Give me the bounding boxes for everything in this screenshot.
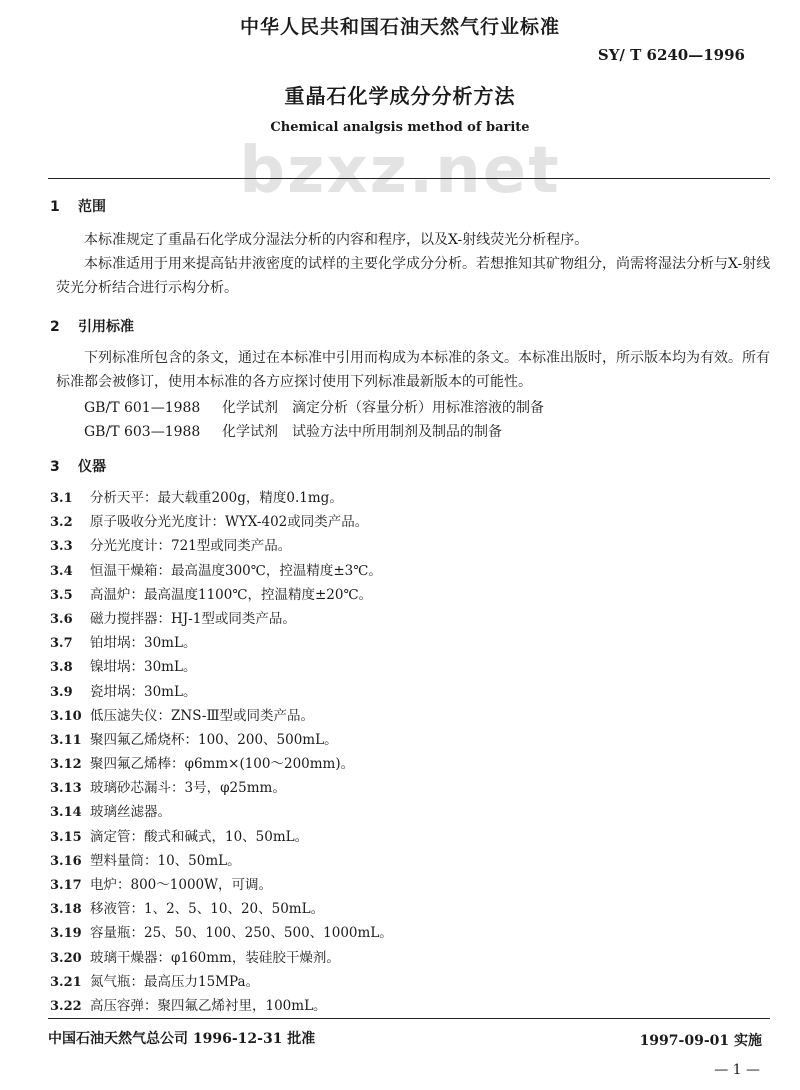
item-text: 电炉：800～1000W，可调。 bbox=[90, 877, 272, 893]
section-heading bbox=[50, 456, 106, 476]
list-item bbox=[50, 486, 393, 510]
list-item bbox=[50, 559, 393, 583]
list-item bbox=[50, 752, 393, 776]
item-number: 3.6 bbox=[50, 611, 73, 627]
list-item bbox=[50, 728, 393, 752]
header-rule bbox=[48, 178, 770, 179]
item-number: 3.22 bbox=[50, 998, 82, 1014]
list-item bbox=[50, 970, 393, 994]
section-heading bbox=[50, 196, 106, 216]
item-number: 3.10 bbox=[50, 708, 82, 724]
watermark: bzxz.net bbox=[239, 134, 561, 208]
item-text: 瓷坩埚：30mL。 bbox=[90, 683, 197, 700]
item-number: 3.1 bbox=[50, 491, 73, 506]
item-number: 3.12 bbox=[50, 757, 82, 773]
section-number: 3 bbox=[50, 459, 60, 475]
item-text: 聚四氟乙烯烧杯：100、200、500mL。 bbox=[90, 731, 338, 748]
item-text: 高压容弹：聚四氟乙烯衬里，100mL。 bbox=[90, 997, 327, 1014]
item-text: 玻璃干燥器：φ160mm，装硅胶干燥剂。 bbox=[90, 949, 340, 966]
reference-title: 化学试剂 试验方法中所用制剂及制品的制备 bbox=[222, 424, 502, 440]
item-text: 玻璃砂芯漏斗：3号，φ25mm。 bbox=[90, 780, 286, 797]
item-text: 恒温干燥箱：最高温度300℃，控温精度±3℃。 bbox=[90, 562, 382, 579]
document-title-english: Chemical analgsis method of barite bbox=[270, 120, 530, 135]
item-text: 镍坩埚：30mL。 bbox=[90, 659, 197, 676]
paragraph: 本标准适用于用来提高钻井液密度的试样的主要化学成分分析。若想推知其矿物组分，尚需将湿法分析与X-射线荧光分析结合进行示构分析。 bbox=[56, 256, 771, 296]
footer-rule bbox=[48, 1018, 770, 1019]
list-item bbox=[50, 946, 393, 970]
reference-code: GB/T 601—1988 bbox=[84, 400, 201, 416]
section-title: 引用标准 bbox=[78, 319, 134, 335]
list-item bbox=[50, 897, 393, 921]
item-number: 3.8 bbox=[50, 660, 73, 676]
issuing-organization: 中华人民共和国石油天然气行业标准 bbox=[239, 16, 560, 38]
list-item bbox=[50, 534, 393, 558]
section-number: 2 bbox=[50, 319, 60, 335]
instrument-list bbox=[50, 486, 393, 1018]
section-title: 范围 bbox=[78, 199, 106, 215]
item-number: 3.18 bbox=[50, 902, 82, 918]
item-text: 原子吸收分光光度计：WYX-402或同类产品。 bbox=[90, 514, 369, 531]
item-number: 3.20 bbox=[50, 950, 82, 966]
item-number: 3.13 bbox=[50, 781, 82, 797]
item-number: 3.21 bbox=[50, 974, 82, 990]
implementation-date: 1997-09-01 实施 bbox=[639, 1033, 762, 1049]
approval-line: 中国石油天然气总公司 1996-12-31 批准 bbox=[48, 1031, 316, 1047]
item-text: 磁力搅拌器：HJ-1型或同类产品。 bbox=[90, 610, 296, 627]
reference-entry bbox=[84, 421, 502, 441]
item-text: 氮气瓶：最高压力15MPa。 bbox=[90, 973, 260, 990]
item-text: 低压滤失仪：ZNS-Ⅲ型或同类产品。 bbox=[90, 707, 315, 724]
paragraph: 本标准规定了重晶石化学成分湿法分析的内容和程序，以及X-射线荧光分析程序。 bbox=[84, 232, 589, 248]
item-number: 3.5 bbox=[50, 587, 73, 603]
list-item bbox=[50, 776, 393, 800]
reference-code: GB/T 603—1988 bbox=[84, 424, 201, 440]
reference-entry bbox=[84, 397, 544, 417]
list-item bbox=[50, 849, 393, 873]
item-number: 3.9 bbox=[50, 684, 73, 700]
item-number: 3.4 bbox=[50, 563, 73, 579]
item-text: 分析天平：最大载重200g，精度0.1mg。 bbox=[90, 490, 343, 506]
item-text: 聚四氟乙烯棒：φ6mm×(100～200mm)。 bbox=[90, 756, 355, 773]
list-item bbox=[50, 510, 393, 534]
section-title: 仪器 bbox=[78, 459, 106, 475]
section-heading bbox=[50, 316, 134, 336]
list-item bbox=[50, 921, 393, 945]
item-number: 3.7 bbox=[50, 636, 73, 652]
list-item bbox=[50, 825, 393, 849]
item-text: 滴定管：酸式和碱式，10、50mL。 bbox=[90, 828, 309, 845]
item-number: 3.15 bbox=[50, 829, 82, 845]
item-number: 3.17 bbox=[50, 878, 82, 893]
page-number: — 1 — bbox=[714, 1062, 760, 1078]
standard-number: SY/ T 6240—1996 bbox=[597, 46, 745, 64]
item-number: 3.19 bbox=[50, 926, 82, 942]
item-number: 3.2 bbox=[50, 515, 73, 531]
list-item bbox=[50, 994, 393, 1018]
item-number: 3.16 bbox=[50, 853, 82, 869]
item-text: 铂坩埚：30mL。 bbox=[90, 635, 197, 652]
item-number: 3.14 bbox=[50, 805, 82, 821]
list-item bbox=[50, 607, 393, 631]
item-text: 分光光度计：721型或同类产品。 bbox=[90, 538, 292, 555]
list-item bbox=[50, 873, 393, 897]
list-item bbox=[50, 631, 393, 655]
reference-title: 化学试剂 滴定分析（容量分析）用标准溶液的制备 bbox=[222, 400, 544, 416]
section-number: 1 bbox=[50, 199, 60, 215]
list-item bbox=[50, 680, 393, 704]
list-item bbox=[50, 704, 393, 728]
document-title: 重晶石化学成分分析方法 bbox=[284, 84, 516, 108]
list-item bbox=[50, 800, 393, 824]
item-text: 移液管：1、2、5、10、20、50mL。 bbox=[90, 901, 325, 918]
item-text: 容量瓶：25、50、100、250、500、1000mL。 bbox=[90, 925, 393, 942]
item-number: 3.3 bbox=[50, 539, 73, 555]
item-text: 高温炉：最高温度1100℃，控温精度±20℃。 bbox=[90, 586, 373, 603]
item-text: 塑料量筒：10、50mL。 bbox=[90, 852, 241, 869]
list-item bbox=[50, 655, 393, 679]
list-item bbox=[50, 583, 393, 607]
item-number: 3.11 bbox=[50, 732, 82, 748]
paragraph: 下列标准所包含的条文，通过在本标准中引用而构成为本标准的条文。本标准出版时，所示版本均为有效。所有标准都会被修订，使用本标准的各方应探讨使用下列标准最新版本的可能性。 bbox=[56, 350, 770, 390]
item-text: 玻璃丝滤器。 bbox=[90, 804, 171, 821]
